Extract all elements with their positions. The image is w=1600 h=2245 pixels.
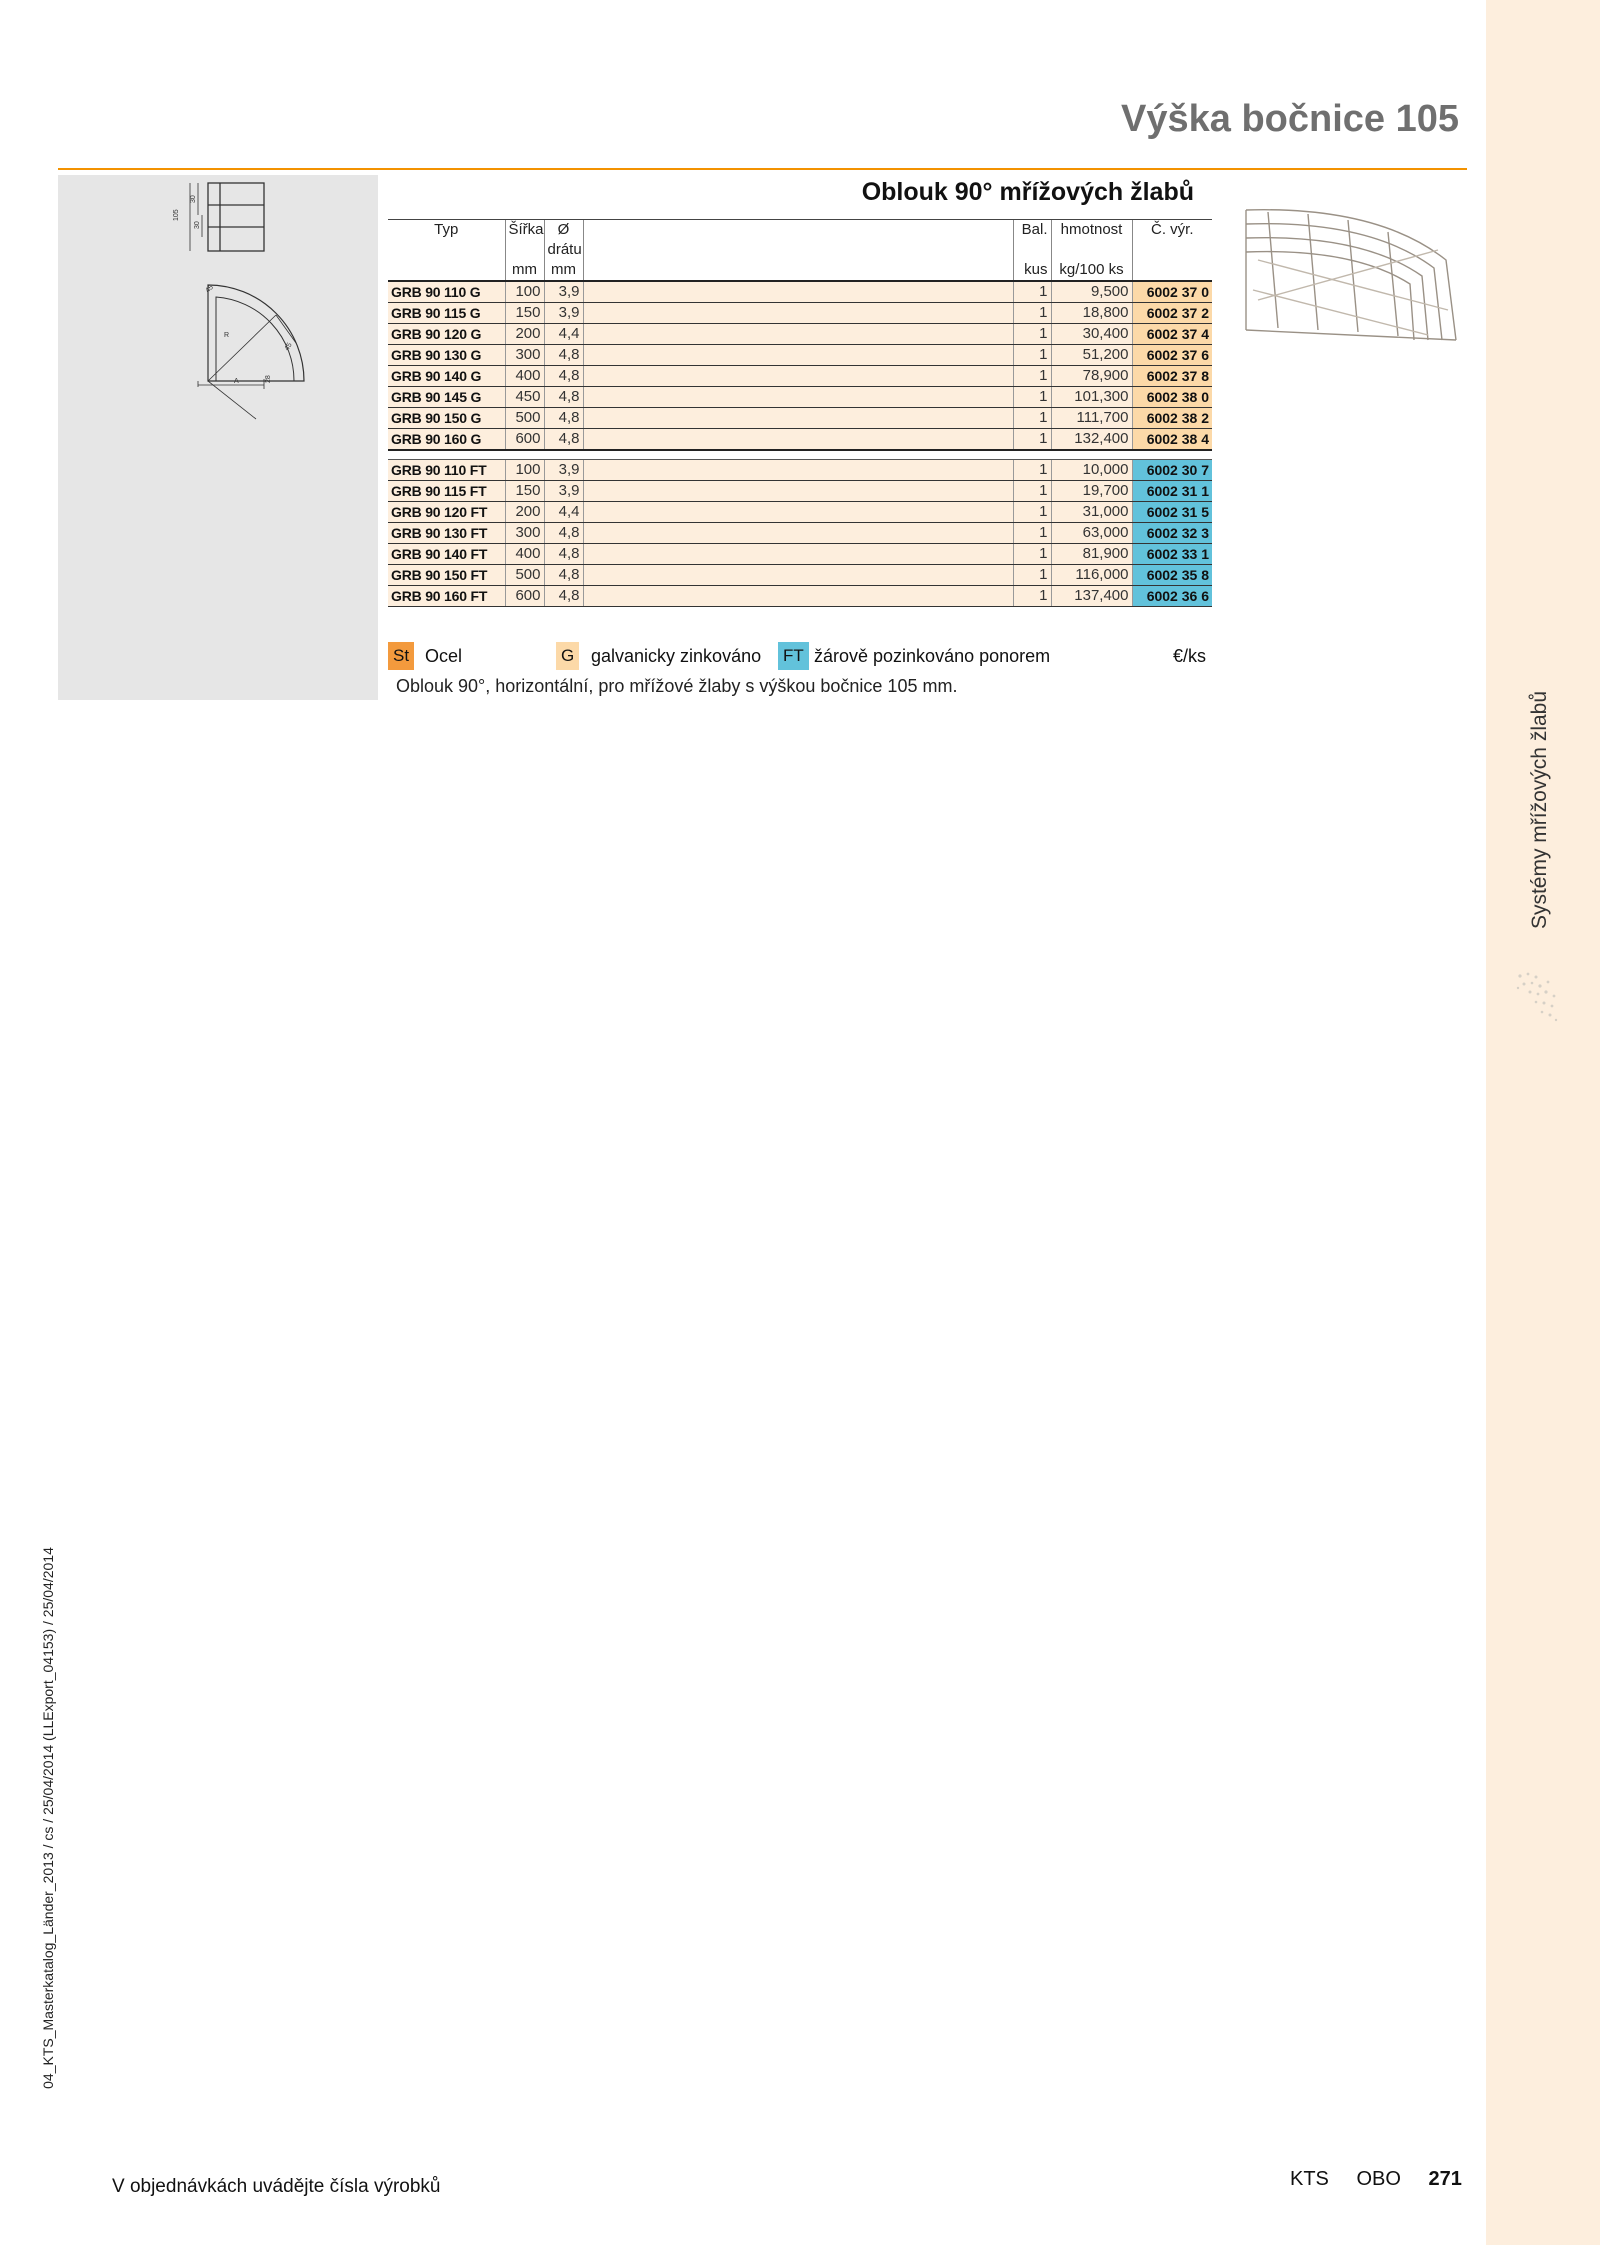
technical-drawing (58, 175, 378, 700)
legend-ft-label: žárově pozinkováno ponorem (814, 646, 1051, 666)
cell-typ: GRB 90 115 FT (388, 481, 505, 502)
drawing-label-dim-b: 30 (194, 221, 201, 229)
table-row (388, 586, 1212, 607)
drawing-label-radius: R (224, 332, 230, 339)
drawing-label-width: A (234, 378, 239, 385)
cell-sirka: 600 (505, 429, 544, 451)
cell-bal: 1 (1013, 408, 1051, 429)
cell-drat: 3,9 (544, 481, 583, 502)
cell-typ: GRB 90 140 G (388, 366, 505, 387)
footer-note: V objednávkách uvádějte čísla výrobků (112, 2176, 441, 2197)
cell-spacer (583, 324, 1013, 345)
legend-st-label: Ocel (425, 646, 463, 666)
legend-st-swatch: St (388, 642, 414, 670)
unit-bal: kus (1013, 260, 1051, 281)
table-row (388, 303, 1212, 324)
cell-drat: 4,4 (544, 324, 583, 345)
cell-bal: 1 (1013, 460, 1051, 481)
cell-hmotnost: 51,200 (1051, 345, 1132, 366)
table-row (388, 281, 1212, 303)
table-row (388, 345, 1212, 366)
cell-typ: GRB 90 120 G (388, 324, 505, 345)
ft-rows (388, 450, 1212, 607)
cell-hmotnost: 78,900 (1051, 366, 1132, 387)
cell-sirka: 100 (505, 460, 544, 481)
cell-bal: 1 (1013, 281, 1051, 303)
cell-bal: 1 (1013, 324, 1051, 345)
cell-sirka: 200 (505, 502, 544, 523)
table-row (388, 544, 1212, 565)
cell-hmotnost: 19,700 (1051, 481, 1132, 502)
cell-spacer (583, 481, 1013, 502)
cell-typ: GRB 90 130 FT (388, 523, 505, 544)
header-drat-word: drátu (544, 240, 583, 260)
cell-spacer (583, 586, 1013, 607)
cell-bal: 1 (1013, 366, 1051, 387)
header-hmotnost: hmotnost (1051, 220, 1132, 241)
cell-spacer (583, 523, 1013, 544)
cell-drat: 4,8 (544, 523, 583, 544)
header-sirka: Šířka (505, 220, 544, 241)
header-cv: Č. výr. (1132, 220, 1212, 241)
cell-bal: 1 (1013, 387, 1051, 408)
cell-drat: 4,8 (544, 387, 583, 408)
cell-drat: 4,4 (544, 502, 583, 523)
cell-typ: GRB 90 140 FT (388, 544, 505, 565)
cell-hmotnost: 18,800 (1051, 303, 1132, 324)
cell-sirka: 500 (505, 408, 544, 429)
cell-bal: 1 (1013, 523, 1051, 544)
table-row (388, 481, 1212, 502)
cell-drat: 4,8 (544, 586, 583, 607)
footer-brand (1290, 2168, 1462, 2191)
cell-hmotnost: 10,000 (1051, 460, 1132, 481)
cell-cv: 6002 38 0 (1132, 387, 1212, 408)
cell-sirka: 300 (505, 345, 544, 366)
cell-spacer (583, 281, 1013, 303)
cell-drat: 4,8 (544, 408, 583, 429)
cell-spacer (583, 460, 1013, 481)
cell-hmotnost: 111,700 (1051, 408, 1132, 429)
cell-bal: 1 (1013, 565, 1051, 586)
unit-drat: mm (544, 260, 583, 281)
cell-spacer (583, 387, 1013, 408)
table-row (388, 408, 1212, 429)
cell-spacer (583, 303, 1013, 324)
cell-sirka: 400 (505, 544, 544, 565)
legend-g-swatch: G (556, 642, 579, 670)
cell-cv: 6002 35 8 (1132, 565, 1212, 586)
cell-hmotnost: 31,000 (1051, 502, 1132, 523)
table-row (388, 429, 1212, 451)
drawing-label-dim-a: 30 (190, 195, 197, 203)
technical-drawing-panel (58, 175, 378, 700)
header-typ: Typ (388, 220, 505, 241)
cell-sirka: 450 (505, 387, 544, 408)
cell-typ: GRB 90 130 G (388, 345, 505, 366)
cell-sirka: 600 (505, 586, 544, 607)
cell-cv: 6002 31 5 (1132, 502, 1212, 523)
cell-typ: GRB 90 150 G (388, 408, 505, 429)
cell-bal: 1 (1013, 544, 1051, 565)
cell-bal: 1 (1013, 303, 1051, 324)
cell-drat: 4,8 (544, 565, 583, 586)
cell-drat: 4,8 (544, 366, 583, 387)
unit-sirka: mm (505, 260, 544, 281)
page-number: 271 (1428, 2168, 1462, 2190)
product-description: Oblouk 90°, horizontální, pro mřížové žlaby s výškou bočnice 105 mm. (396, 676, 958, 696)
cell-cv: 6002 37 0 (1132, 281, 1212, 303)
cell-typ: GRB 90 110 G (388, 281, 505, 303)
cell-hmotnost: 116,000 (1051, 565, 1132, 586)
legend (388, 642, 1208, 670)
side-band (1486, 0, 1600, 2245)
cell-bal: 1 (1013, 429, 1051, 451)
cell-cv: 6002 36 6 (1132, 586, 1212, 607)
table-row (388, 502, 1212, 523)
cell-cv: 6002 37 8 (1132, 366, 1212, 387)
cell-spacer (583, 565, 1013, 586)
cell-sirka: 500 (505, 565, 544, 586)
cell-drat: 4,8 (544, 345, 583, 366)
table-row (388, 387, 1212, 408)
footer-brand-obo: OBO (1356, 2168, 1401, 2190)
cell-hmotnost: 9,500 (1051, 281, 1132, 303)
cell-drat: 4,8 (544, 544, 583, 565)
dots-graphic-icon (1510, 968, 1568, 1028)
catalog-meta-vertical: 04_KTS_Masterkatalog_Länder_2013 / cs / 25/04/2014 (LLExport_04153) / 25/04/2014 (40, 1547, 56, 2089)
drawing-label-bottom: 28 (265, 375, 272, 383)
drawing-label-angle: 45 (204, 283, 215, 295)
cell-bal: 1 (1013, 345, 1051, 366)
cell-typ: GRB 90 160 G (388, 429, 505, 451)
cell-cv: 6002 37 4 (1132, 324, 1212, 345)
header-rule (58, 168, 1467, 170)
cell-hmotnost: 30,400 (1051, 324, 1132, 345)
table-row (388, 324, 1212, 345)
cell-cv: 6002 38 2 (1132, 408, 1212, 429)
drawing-label-height: 105 (173, 209, 180, 221)
cell-spacer (583, 345, 1013, 366)
footer-brand-kts: KTS (1290, 2168, 1329, 2190)
cell-spacer (583, 544, 1013, 565)
cell-spacer (583, 408, 1013, 429)
cell-cv: 6002 32 3 (1132, 523, 1212, 544)
cell-cv: 6002 38 4 (1132, 429, 1212, 451)
cell-sirka: 400 (505, 366, 544, 387)
cell-hmotnost: 132,400 (1051, 429, 1132, 451)
cell-typ: GRB 90 145 G (388, 387, 505, 408)
cell-sirka: 200 (505, 324, 544, 345)
cell-typ: GRB 90 150 FT (388, 565, 505, 586)
drawing-label-side: 45 (283, 341, 294, 352)
cell-cv: 6002 37 2 (1132, 303, 1212, 324)
table-row (388, 366, 1212, 387)
table-row (388, 460, 1212, 481)
cell-cv: 6002 37 6 (1132, 345, 1212, 366)
cell-sirka: 100 (505, 281, 544, 303)
legend-g-label: galvanicky zinkováno (591, 646, 762, 666)
cell-bal: 1 (1013, 586, 1051, 607)
legend-unit: €/ks (1172, 646, 1206, 666)
cell-hmotnost: 101,300 (1051, 387, 1132, 408)
cell-spacer (583, 502, 1013, 523)
cell-hmotnost: 81,900 (1051, 544, 1132, 565)
cell-drat: 4,8 (544, 429, 583, 451)
cell-drat: 3,9 (544, 460, 583, 481)
cell-hmotnost: 137,400 (1051, 586, 1132, 607)
page-title: Výška bočnice 105 (1121, 98, 1459, 140)
unit-hmotnost: kg/100 ks (1051, 260, 1132, 281)
cell-sirka: 300 (505, 523, 544, 544)
cell-typ: GRB 90 110 FT (388, 460, 505, 481)
cell-typ: GRB 90 115 G (388, 303, 505, 324)
legend-ft-swatch: FT (778, 642, 809, 670)
cell-cv: 6002 33 1 (1132, 544, 1212, 565)
cell-cv: 6002 30 7 (1132, 460, 1212, 481)
header-drat-symbol: Ø (544, 220, 583, 241)
table-row (388, 523, 1212, 544)
cell-bal: 1 (1013, 502, 1051, 523)
header-bal: Bal. (1013, 220, 1051, 241)
cell-spacer (583, 429, 1013, 451)
product-image (1238, 190, 1470, 360)
cell-hmotnost: 63,000 (1051, 523, 1132, 544)
cell-spacer (583, 366, 1013, 387)
cell-sirka: 150 (505, 481, 544, 502)
cell-drat: 3,9 (544, 303, 583, 324)
cell-typ: GRB 90 120 FT (388, 502, 505, 523)
section-title: Oblouk 90° mřížových žlabů (861, 178, 1194, 206)
cell-cv: 6002 31 1 (1132, 481, 1212, 502)
table-group-spacer (388, 450, 1212, 460)
product-table (388, 219, 1212, 607)
cell-sirka: 150 (505, 303, 544, 324)
table-row (388, 565, 1212, 586)
cell-bal: 1 (1013, 481, 1051, 502)
g-rows (388, 281, 1212, 450)
side-section-label: Systémy mřížových žlabů (1528, 690, 1551, 930)
cell-drat: 3,9 (544, 281, 583, 303)
cell-typ: GRB 90 160 FT (388, 586, 505, 607)
